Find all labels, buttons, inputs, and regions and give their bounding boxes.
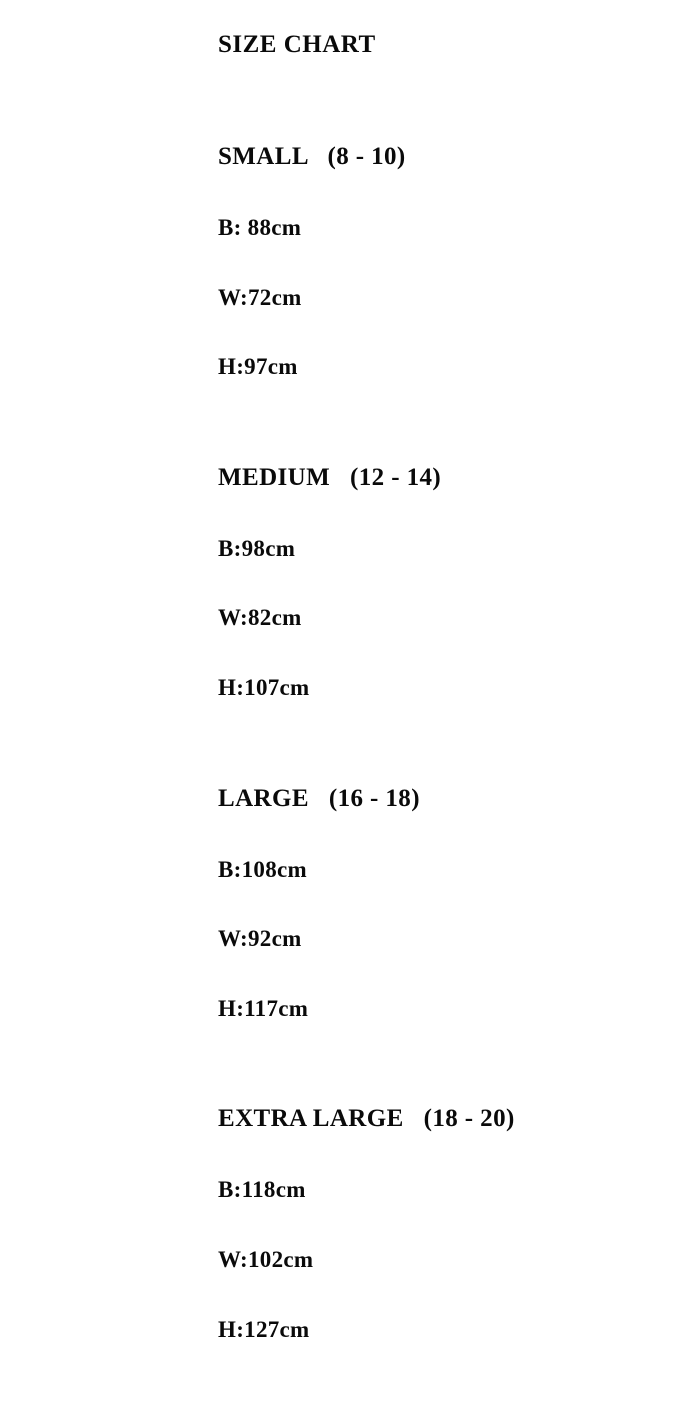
size-group-small (218, 142, 658, 381)
measurement-waist: W:102cm (218, 1246, 314, 1272)
measurement-waist: W:82cm (218, 605, 302, 631)
size-group-large (218, 784, 658, 1023)
size-group-medium (218, 463, 658, 702)
measurement-hip: H:107cm (218, 674, 310, 700)
measurement-hip: H:97cm (218, 354, 298, 380)
size-group-heading: MEDIUM (12 - 14) (218, 463, 442, 491)
size-group-heading: EXTRA LARGE (18 - 20) (218, 1105, 515, 1133)
measurement-bust: B:118cm (218, 1177, 306, 1203)
page-title: SIZE CHART (218, 31, 376, 58)
document-content (218, 30, 658, 1343)
measurement-bust: B:108cm (218, 856, 307, 882)
size-group-heading: LARGE (16 - 18) (218, 784, 420, 812)
measurement-waist: W:92cm (218, 926, 302, 952)
measurement-hip: H:127cm (218, 1316, 310, 1342)
measurement-bust: B: 88cm (218, 215, 302, 240)
measurement-hip: H:117cm (218, 995, 309, 1021)
measurement-waist: W:72cm (218, 284, 302, 310)
size-group-extra-large (218, 1104, 658, 1343)
measurement-bust: B:98cm (218, 535, 296, 561)
size-group-heading: SMALL (8 - 10) (218, 143, 406, 170)
